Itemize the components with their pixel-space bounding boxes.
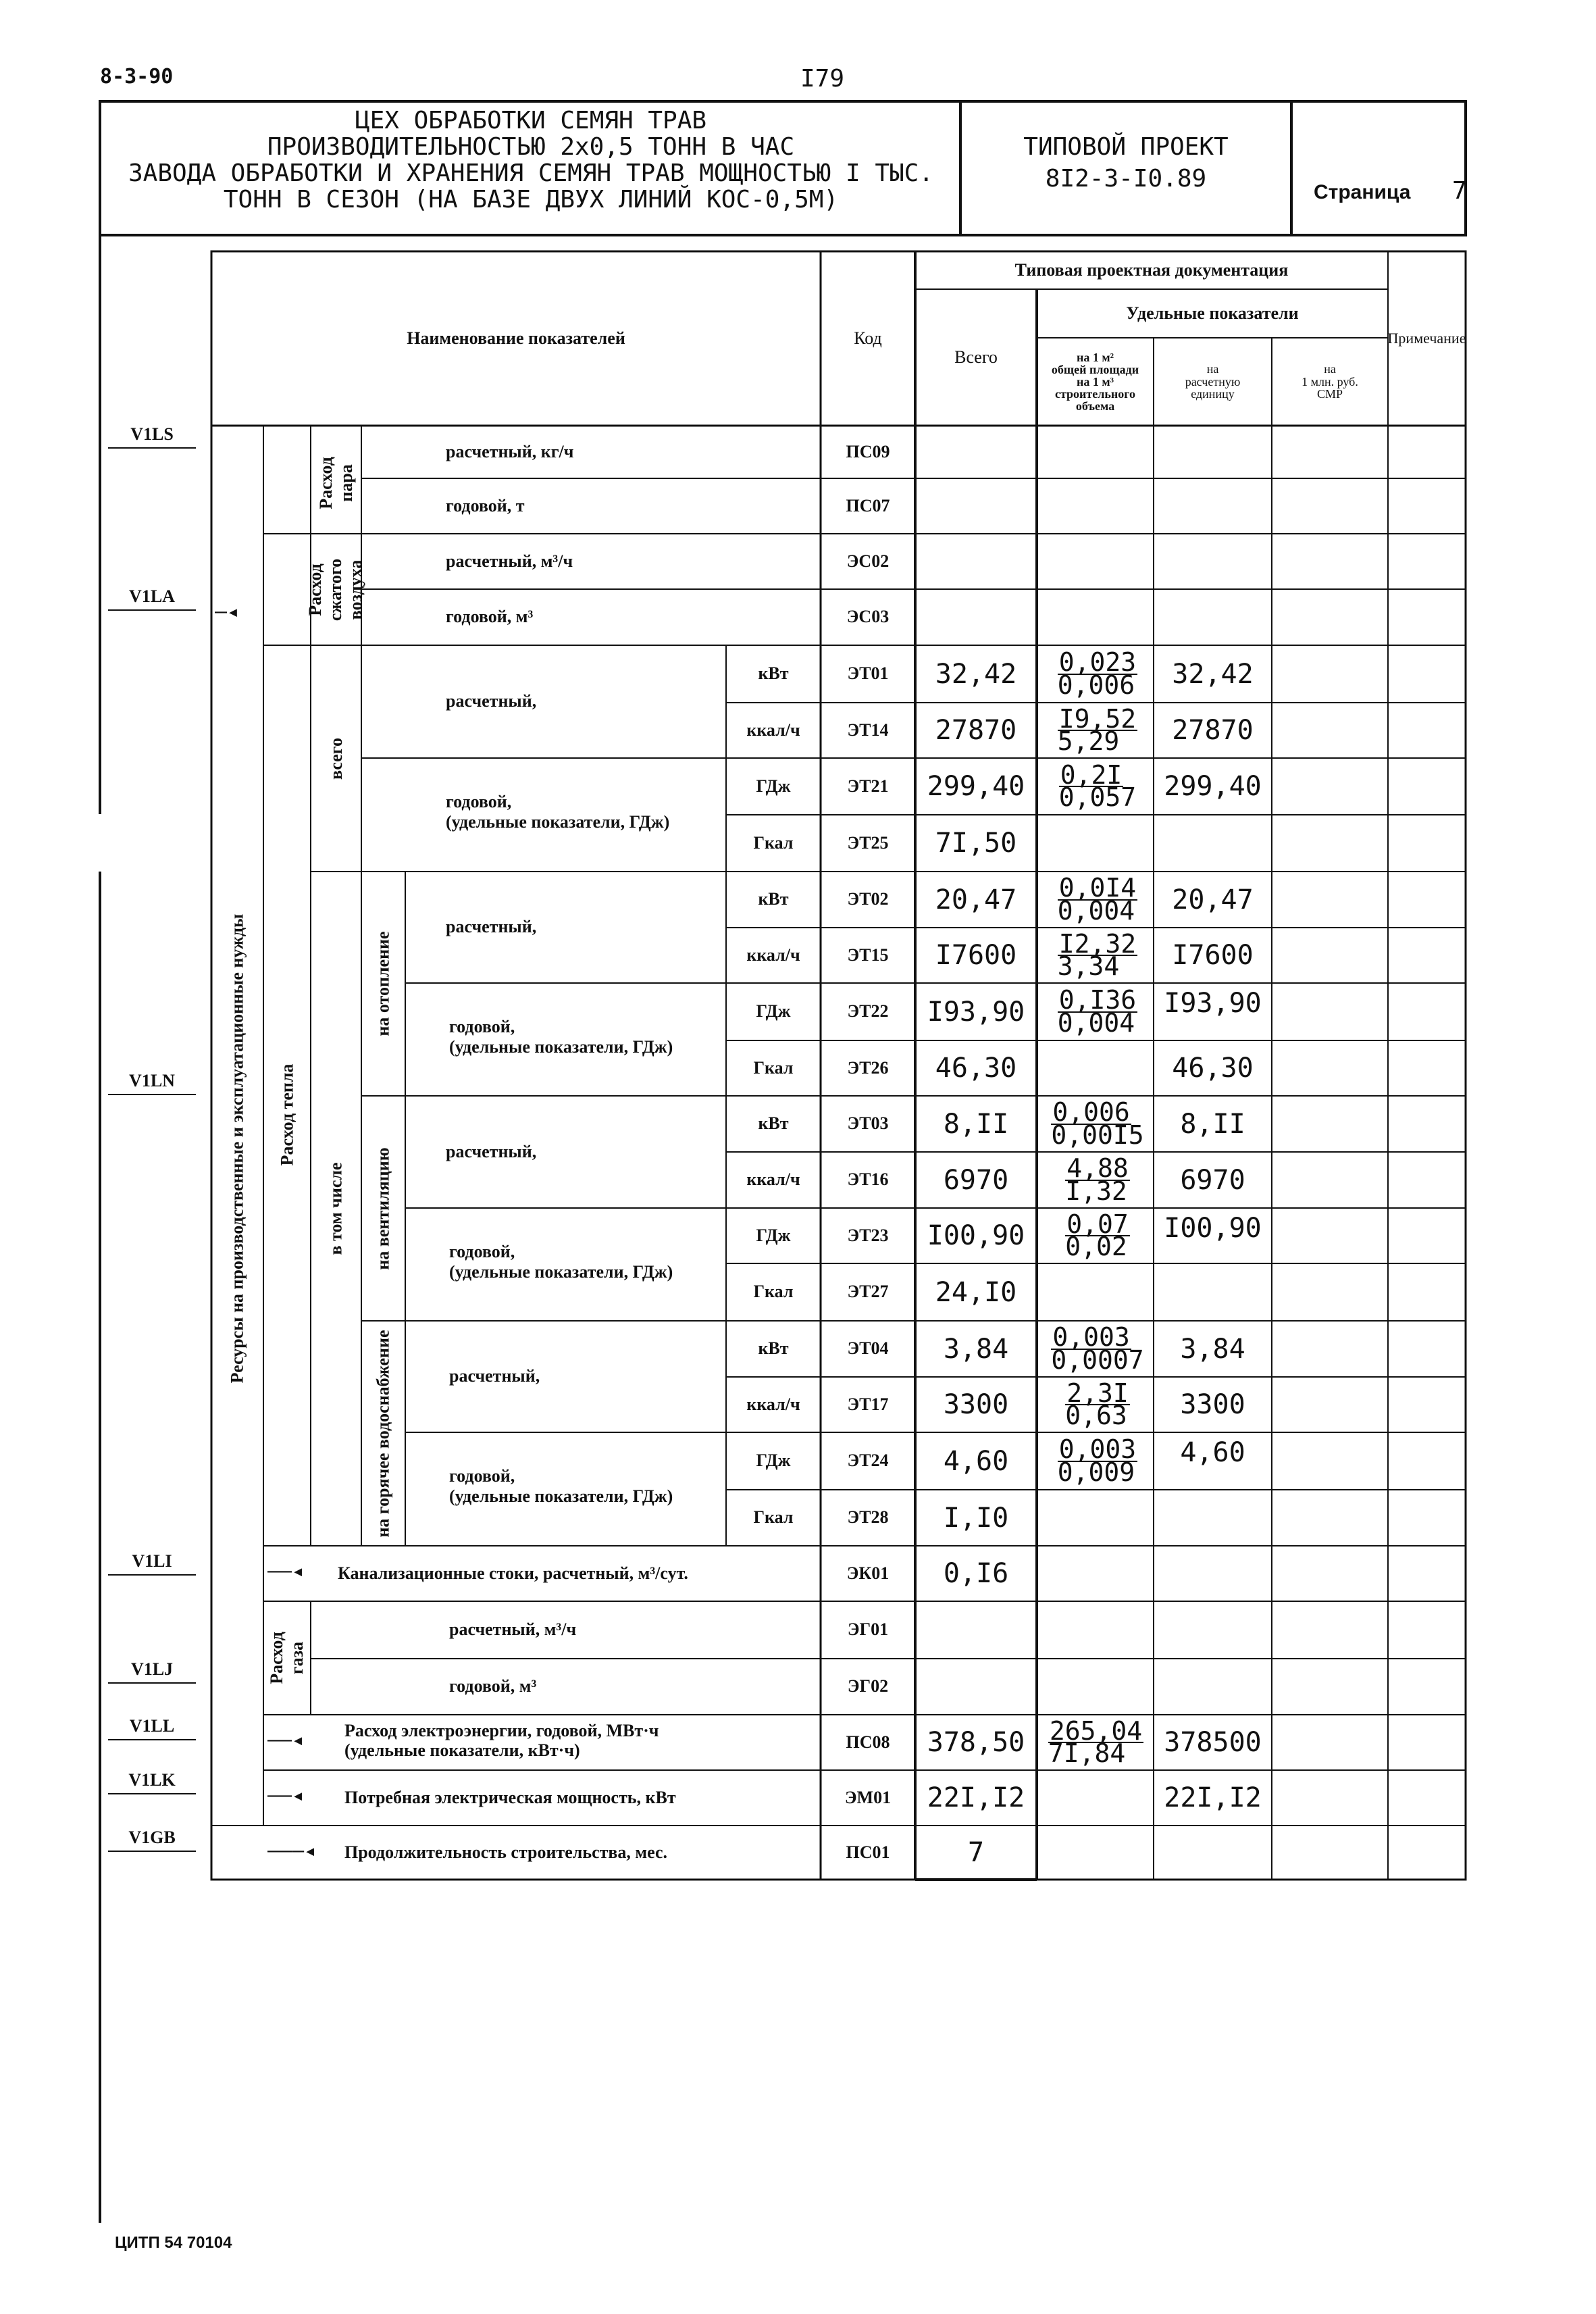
value-per-unit: I00,90 <box>1164 1213 1262 1244</box>
unit: ГДж <box>756 1001 791 1022</box>
code: ЭТ15 <box>847 945 889 965</box>
value-per-unit: I93,90 <box>1164 988 1262 1019</box>
col-header-code: Код <box>854 328 882 348</box>
per-mln-line-3: СМР <box>1316 387 1343 401</box>
row-heating-calc: расчетный, <box>446 917 537 937</box>
value-total: 24,I0 <box>935 1276 1017 1308</box>
page-value: 7 <box>1452 177 1467 205</box>
value-per-area: $\frac{0,003}{0,009}$ <box>1057 1434 1137 1487</box>
label-v1ln: V1LN <box>108 1071 196 1095</box>
value-total: 0,I6 <box>943 1558 1009 1589</box>
code: ЭК01 <box>846 1563 890 1583</box>
value-per-unit: 20,47 <box>1172 884 1254 915</box>
group-hot-water: на горячее водоснабжение <box>373 1329 393 1538</box>
per-mln-line-2: 1 млн. руб. <box>1302 374 1358 388</box>
col-header-per-mln <box>1272 338 1388 426</box>
value-per-area: $\frac{4,88}{I,32}$ <box>1065 1153 1129 1206</box>
value-total: 3,84 <box>943 1333 1009 1365</box>
code: ЭТ03 <box>847 1113 889 1134</box>
code: ЭТ23 <box>847 1225 889 1245</box>
value-total: 20,47 <box>935 884 1017 915</box>
value-total: I7600 <box>935 940 1017 971</box>
code: ЭТ25 <box>847 832 889 853</box>
value-per-unit: 6970 <box>1180 1164 1245 1196</box>
col-header-note: Примечание <box>1387 329 1466 347</box>
unit: ГДж <box>756 776 791 796</box>
project-number: 8I2-3-I0.89 <box>1045 164 1207 193</box>
value-total: 378,50 <box>927 1727 1025 1758</box>
value-total: 27870 <box>935 715 1017 746</box>
value-per-area: $\frac{I9,52}{5,29}$ <box>1057 703 1137 756</box>
group-heat-total: всего <box>326 737 346 780</box>
code: ЭТ16 <box>847 1169 889 1190</box>
row-hw-calc: расчетный, <box>449 1366 540 1386</box>
arrow-marker: ———◂ <box>267 1839 317 1863</box>
label-v1lj: V1LJ <box>108 1659 196 1684</box>
arrow-marker: ——◂ <box>267 1728 305 1752</box>
group-air: Расход сжатого воздуха <box>305 558 366 621</box>
code: ЭТ17 <box>847 1394 889 1414</box>
group-gas: Расход газа <box>267 1632 307 1684</box>
value-per-unit: 4,60 <box>1180 1437 1245 1468</box>
col-header-total: Всего <box>954 347 998 367</box>
value-per-unit: 8,II <box>1180 1108 1245 1140</box>
code: ЭТ21 <box>847 776 889 796</box>
arrow-marker: —◂ <box>215 600 240 624</box>
col-header-typical-docs: Типовая проектная документация <box>1014 259 1289 280</box>
per-area-line-4: строительного <box>1055 387 1135 401</box>
per-area-line-2: общей площади <box>1051 363 1139 376</box>
row-total-year: годовой, (удельные показатели, ГДж) <box>446 792 670 832</box>
value-total: 7I,50 <box>935 828 1017 859</box>
value-per-area: $\frac{0,0I4}{0,004}$ <box>1057 873 1137 926</box>
value-per-area: $\frac{0,2I}{0,057}$ <box>1058 759 1137 812</box>
value-per-unit: 46,30 <box>1172 1053 1254 1084</box>
label-v1li: V1LI <box>108 1551 196 1576</box>
row-sewage: Канализационные стоки, расчетный, м³/сут. <box>338 1563 688 1583</box>
code: ЭТ24 <box>847 1451 889 1471</box>
value-per-unit: 32,42 <box>1172 658 1254 690</box>
code: ПС08 <box>846 1732 890 1752</box>
unit: ккал/ч <box>746 1394 800 1414</box>
group-heating: на отопление <box>373 931 393 1036</box>
value-per-area: $\frac{2,3I}{0,63}$ <box>1065 1378 1129 1430</box>
project-label: ТИПОВОЙ ПРОЕКТ <box>1023 133 1229 161</box>
page-number: I79 <box>800 65 845 93</box>
unit: ГДж <box>756 1225 791 1245</box>
row-steam-year: годовой, т <box>446 495 525 515</box>
per-area-line-5: объема <box>1075 399 1115 413</box>
group-heat: Расход тепла <box>277 1063 297 1166</box>
unit: кВт <box>758 1113 789 1134</box>
value-total: 7 <box>967 1837 985 1868</box>
label-v1lk: V1LK <box>108 1770 196 1794</box>
value-per-unit: 299,40 <box>1164 771 1262 802</box>
per-area-line-1: на 1 м² <box>1076 351 1114 364</box>
unit: ккал/ч <box>746 1169 800 1190</box>
group-heat-incl: в том числе <box>326 1162 346 1255</box>
code: ПС07 <box>846 495 890 515</box>
code: ЭГ02 <box>847 1676 889 1696</box>
value-per-unit: 22I,I2 <box>1164 1782 1262 1813</box>
value-total: 22I,I2 <box>927 1782 1025 1813</box>
code: ЭТ04 <box>847 1338 889 1359</box>
code: ЭТ26 <box>847 1057 889 1078</box>
title-line-2: ПРОИЗВОДИТЕЛЬНОСТЬЮ 2х0,5 ТОНН В ЧАС <box>267 132 795 161</box>
per-area-line-3: на 1 м³ <box>1076 375 1114 388</box>
title-line-4: ТОНН В СЕЗОН (НА БАЗЕ ДВУХ ЛИНИЙ КОС-0,5М) <box>223 185 839 213</box>
row-electric: Расход электроэнергии, годовой, МВт·ч (удельные показатели, кВт·ч) <box>344 1721 659 1760</box>
unit: Гкал <box>753 1282 794 1302</box>
value-per-area: $\frac{I2,32}{3,34}$ <box>1057 928 1137 981</box>
code: ЭТ02 <box>847 889 889 909</box>
value-total: I,I0 <box>943 1502 1009 1534</box>
row-power: Потребная электрическая мощность, кВт <box>344 1787 676 1807</box>
title-line-3: ЗАВОДА ОБРАБОТКИ И ХРАНЕНИЯ СЕМЯН ТРАВ МОЩНОСТЬЮ I ТЫС. <box>128 159 934 187</box>
col-header-per-unit <box>1154 338 1272 426</box>
value-per-area: $\frac{0,07}{0,02}$ <box>1065 1209 1129 1261</box>
sheet-code: 8-3-90 <box>100 65 174 89</box>
value-total: 6970 <box>943 1164 1009 1196</box>
value-total: 299,40 <box>927 771 1025 802</box>
row-vent-calc: расчетный, <box>446 1141 537 1161</box>
value-per-area: $\frac{0,023}{0,006}$ <box>1057 647 1137 700</box>
unit: Гкал <box>753 1507 794 1528</box>
row-duration: Продолжительность строительства, мес. <box>344 1842 668 1862</box>
value-per-unit: 378500 <box>1164 1727 1262 1758</box>
unit: ГДж <box>756 1451 791 1471</box>
label-v1gb: V1GB <box>108 1828 196 1852</box>
unit: ккал/ч <box>746 945 800 965</box>
label-v1ls: V1LS <box>108 424 196 449</box>
code: ЭГ01 <box>847 1619 889 1640</box>
unit: Гкал <box>753 832 794 853</box>
row-heating-year: годовой, (удельные показатели, ГДж) <box>449 1017 673 1057</box>
value-per-area: $\frac{0,I36}{0,004}$ <box>1057 985 1137 1038</box>
per-unit-line-3: единицу <box>1191 387 1235 401</box>
value-per-unit: 3,84 <box>1180 1333 1245 1365</box>
value-per-unit: 27870 <box>1172 715 1254 746</box>
page-label: Страница <box>1314 181 1411 203</box>
per-unit-line-1: на <box>1206 361 1219 376</box>
value-per-area: $\frac{0,003}{0,0007}$ <box>1051 1322 1144 1375</box>
code: ЭТ22 <box>847 1001 889 1022</box>
col-header-specific: Удельные показатели <box>1126 303 1299 323</box>
value-per-unit: I7600 <box>1172 940 1254 971</box>
unit: кВт <box>758 889 789 909</box>
arrow-marker: ——◂ <box>267 1784 305 1807</box>
code: ЭМ01 <box>844 1787 892 1807</box>
row-air-year: годовой, м³ <box>446 607 534 627</box>
code: ЭТ01 <box>847 663 889 684</box>
arrow-marker: ——◂ <box>267 1559 305 1583</box>
row-hw-year: годовой, (удельные показатели, ГДж) <box>449 1466 673 1506</box>
code: ПС09 <box>846 441 890 461</box>
value-total: 32,42 <box>935 658 1017 690</box>
unit: кВт <box>758 663 789 684</box>
row-total-calc: расчетный, <box>446 691 537 711</box>
title-line-1: ЦЕХ ОБРАБОТКИ СЕМЯН ТРАВ <box>355 107 707 134</box>
col-header-name: Наименование показателей <box>407 328 625 348</box>
value-total: 8,II <box>943 1108 1009 1140</box>
value-per-area: $\frac{265,04}{7I,84}$ <box>1048 1715 1143 1768</box>
value-total: 46,30 <box>935 1053 1017 1084</box>
row-air-calc: расчетный, м³/ч <box>446 551 573 571</box>
value-total: 4,60 <box>943 1445 1009 1477</box>
value-per-area: $\frac{0,006}{0,00I5}$ <box>1051 1097 1144 1150</box>
code: ЭС03 <box>846 607 890 627</box>
per-unit-line-2: расчетную <box>1185 374 1241 388</box>
document-title <box>101 108 960 213</box>
row-gas-year: годовой, м³ <box>449 1676 537 1696</box>
unit: Гкал <box>753 1057 794 1078</box>
per-mln-line-1: на <box>1324 361 1336 376</box>
value-total: I93,90 <box>927 996 1025 1028</box>
row-vent-year: годовой, (удельные показатели, ГДж) <box>449 1242 673 1282</box>
project-block <box>960 132 1291 195</box>
label-v1ll: V1LL <box>108 1716 196 1740</box>
label-v1la: V1LA <box>108 586 196 611</box>
value-per-unit: 3300 <box>1180 1389 1245 1420</box>
code: ЭТ28 <box>847 1507 889 1528</box>
row-steam-calc: расчетный, кг/ч <box>446 441 574 461</box>
code: ЭС02 <box>846 551 890 571</box>
group-steam: Расход пара <box>315 457 356 509</box>
unit: кВт <box>758 1338 789 1359</box>
code: ЭТ27 <box>847 1282 889 1302</box>
col-header-per-area <box>1037 338 1154 426</box>
code: ПС01 <box>846 1842 890 1862</box>
footer-stamp: ЦИТП 54 70104 <box>115 2234 232 2252</box>
group-ventilation: на вентиляцию <box>373 1147 393 1270</box>
row-gas-calc: расчетный, м³/ч <box>449 1619 577 1640</box>
code: ЭТ14 <box>847 720 889 740</box>
unit: ккал/ч <box>746 720 800 740</box>
value-total: 3300 <box>943 1389 1009 1420</box>
group-resources: Ресурсы на производственные и эксплуатационные нужды <box>227 913 247 1384</box>
value-total: I00,90 <box>927 1220 1025 1251</box>
